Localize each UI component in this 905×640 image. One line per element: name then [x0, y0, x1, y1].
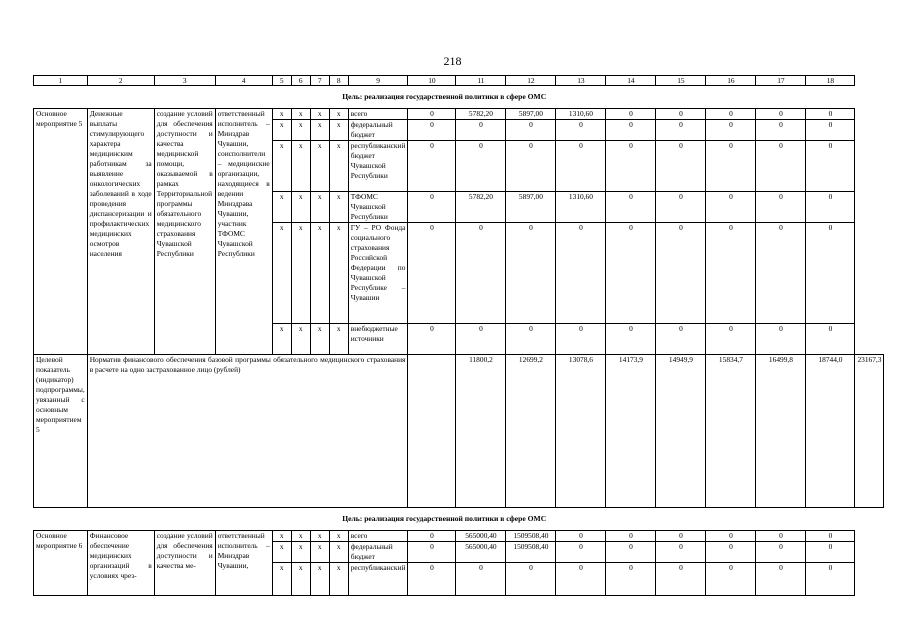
- page-number: 218: [443, 54, 462, 68]
- budget-code: x: [272, 120, 291, 141]
- funding-source: федеральный бюджет: [348, 542, 408, 563]
- budget-code: x: [291, 531, 310, 542]
- indicator-label: Целевой показатель (индикатор) подпрограммы, увязанный с основным мероприятием 5: [34, 355, 88, 508]
- funding-value: 0: [606, 563, 656, 596]
- budget-code: x: [310, 563, 329, 596]
- header-row: [34, 76, 884, 86]
- funding-value: 0: [408, 542, 456, 563]
- funding-value: 1310,60: [556, 192, 606, 223]
- goal-row: [34, 508, 884, 531]
- event-description: Финансовое обеспечение медицинских организаций в условиях чрез-: [87, 531, 154, 596]
- funding-value: 0: [606, 223, 656, 324]
- funding-value: 0: [756, 141, 806, 192]
- funding-value: 0: [656, 109, 706, 120]
- funding-value: 0: [556, 531, 606, 542]
- budget-code: x: [291, 324, 310, 355]
- funding-value: 0: [806, 192, 855, 223]
- funding-value: 0: [408, 109, 456, 120]
- funding-value: 0: [556, 324, 606, 355]
- funding-value: 0: [606, 324, 656, 355]
- indicator-value: 14949,9: [656, 355, 706, 508]
- funding-value: 0: [456, 223, 506, 324]
- funding-value: 0: [556, 141, 606, 192]
- column-number: 11: [456, 76, 506, 86]
- indicator-value: 13078,6: [556, 355, 606, 508]
- table-row: [34, 109, 884, 120]
- indicator-value: 18744,0: [806, 355, 855, 508]
- funding-value: 5897,00: [506, 192, 556, 223]
- funding-value: 0: [506, 223, 556, 324]
- funding-source: федеральный бюджет: [348, 120, 408, 141]
- funding-value: 0: [456, 563, 506, 596]
- event-purpose: создание условий для обеспечения доступности и качества ме-: [154, 531, 215, 596]
- funding-value: 0: [456, 324, 506, 355]
- funding-value: 0: [556, 120, 606, 141]
- column-number: 6: [291, 76, 310, 86]
- budget-code: x: [291, 141, 310, 192]
- funding-value: 0: [756, 563, 806, 596]
- funding-value: 0: [656, 120, 706, 141]
- event-responsible: ответственный исполнитель – Минздрав Чувашии,: [215, 531, 272, 596]
- funding-value: 0: [806, 141, 855, 192]
- budget-code: x: [272, 109, 291, 120]
- budget-code: x: [272, 223, 291, 324]
- event-name: Основное мероприятие 6: [34, 531, 88, 596]
- funding-value: 0: [408, 563, 456, 596]
- funding-value: 0: [806, 109, 855, 120]
- funding-source: внебюджетные источники: [348, 324, 408, 355]
- budget-code: x: [272, 542, 291, 563]
- budget-code: x: [272, 192, 291, 223]
- funding-value: 0: [706, 542, 756, 563]
- goal-row: [34, 86, 884, 109]
- column-number: 4: [215, 76, 272, 86]
- budget-code: x: [291, 223, 310, 324]
- funding-value: 0: [706, 563, 756, 596]
- budget-code: x: [329, 531, 348, 542]
- budget-code: x: [310, 109, 329, 120]
- column-number: 7: [310, 76, 329, 86]
- budget-code: x: [329, 120, 348, 141]
- indicator-value: 14173,9: [606, 355, 656, 508]
- column-number: 10: [408, 76, 456, 86]
- indicator-value: 11800,2: [456, 355, 506, 508]
- funding-value: 0: [506, 324, 556, 355]
- budget-code: x: [310, 223, 329, 324]
- funding-value: 0: [756, 542, 806, 563]
- budget-code: x: [329, 324, 348, 355]
- column-number: 16: [706, 76, 756, 86]
- funding-source: республиканский бюджет Чувашской Республики: [348, 141, 408, 192]
- budget-code: x: [329, 141, 348, 192]
- funding-value: 0: [606, 109, 656, 120]
- funding-value: 0: [606, 531, 656, 542]
- funding-value: 0: [408, 192, 456, 223]
- funding-value: 0: [506, 563, 556, 596]
- goal-text: Цель: реализация государственной политики в сфере ОМС: [34, 86, 855, 109]
- budget-code: x: [310, 141, 329, 192]
- funding-value: 0: [706, 324, 756, 355]
- funding-value: 0: [408, 223, 456, 324]
- column-number: 5: [272, 76, 291, 86]
- budget-code: x: [329, 563, 348, 596]
- funding-value: 0: [656, 542, 706, 563]
- indicator-row: [34, 355, 884, 508]
- budget-code: x: [310, 542, 329, 563]
- goal-text: Цель: реализация государственной политики в сфере ОМС: [34, 508, 855, 531]
- funding-value: 0: [408, 531, 456, 542]
- funding-value: 0: [656, 192, 706, 223]
- funding-source: ТФОМС Чувашской Республики: [348, 192, 408, 223]
- column-number: 1: [34, 76, 88, 86]
- funding-value: 0: [456, 120, 506, 141]
- budget-code: x: [310, 192, 329, 223]
- funding-value: 0: [706, 223, 756, 324]
- program-table: [33, 75, 884, 596]
- event-responsible: ответственный исполнитель – Минздрав Чувашии, соисполнители – медицинские организации, находящиеся в ведении Минздрава Чувашии, участник ТФОМС Чувашской Республики: [215, 109, 272, 355]
- funding-value: 0: [456, 141, 506, 192]
- funding-value: 0: [806, 531, 855, 542]
- budget-code: x: [291, 109, 310, 120]
- budget-code: x: [291, 542, 310, 563]
- funding-source: ГУ – РО Фонда социального страхования Российской Федерации по Чувашской Республике – Чувашии: [348, 223, 408, 324]
- funding-value: 0: [656, 223, 706, 324]
- funding-value: 0: [506, 120, 556, 141]
- funding-value: 0: [806, 324, 855, 355]
- funding-value: 5897,00: [506, 109, 556, 120]
- funding-value: 0: [806, 120, 855, 141]
- funding-value: 0: [656, 141, 706, 192]
- funding-value: 0: [756, 120, 806, 141]
- funding-value: 0: [806, 223, 855, 324]
- funding-value: 0: [706, 120, 756, 141]
- funding-value: 0: [606, 141, 656, 192]
- funding-value: 565000,40: [456, 531, 506, 542]
- column-number: 13: [556, 76, 606, 86]
- funding-value: 0: [706, 531, 756, 542]
- budget-code: x: [329, 223, 348, 324]
- funding-value: 0: [756, 324, 806, 355]
- funding-value: 0: [656, 563, 706, 596]
- funding-value: 0: [556, 563, 606, 596]
- funding-value: 0: [408, 120, 456, 141]
- column-number: 15: [656, 76, 706, 86]
- event-description: Денежные выплаты стимулирующего характера медицинским работникам за выявление онкологических заболеваний в ходе проведения диспансеризации и профилактических медицинских осмотров населения: [87, 109, 154, 355]
- column-number: 17: [756, 76, 806, 86]
- funding-value: 0: [606, 120, 656, 141]
- funding-value: 0: [606, 542, 656, 563]
- funding-value: 0: [556, 223, 606, 324]
- budget-code: x: [291, 563, 310, 596]
- event-purpose: создание условий для обеспечения доступности и качества медицинской помощи, оказываемой в рамках Территориальной программы обязательного медицинского страхования Чувашской Республики: [154, 109, 215, 355]
- funding-value: 0: [756, 531, 806, 542]
- funding-value: 0: [806, 542, 855, 563]
- funding-value: 0: [556, 542, 606, 563]
- funding-value: 0: [656, 531, 706, 542]
- budget-code: x: [272, 324, 291, 355]
- indicator-value: 23167,3: [855, 355, 884, 508]
- budget-code: x: [272, 141, 291, 192]
- column-number: 2: [87, 76, 154, 86]
- funding-value: 565000,40: [456, 542, 506, 563]
- budget-code: x: [272, 563, 291, 596]
- column-number: 12: [506, 76, 556, 86]
- funding-value: 0: [506, 141, 556, 192]
- column-number: 9: [348, 76, 408, 86]
- column-number: 18: [806, 76, 855, 86]
- funding-value: 0: [606, 192, 656, 223]
- funding-value: 1310,60: [556, 109, 606, 120]
- funding-value: 0: [408, 141, 456, 192]
- table-row: [34, 531, 884, 542]
- budget-code: x: [329, 192, 348, 223]
- budget-code: x: [310, 531, 329, 542]
- funding-source: всего: [348, 531, 408, 542]
- budget-code: x: [310, 120, 329, 141]
- funding-value: 5782,20: [456, 192, 506, 223]
- budget-code: x: [291, 120, 310, 141]
- funding-value: 0: [706, 141, 756, 192]
- funding-value: 1509508,40: [506, 531, 556, 542]
- funding-value: 5782,20: [456, 109, 506, 120]
- event-name: Основное мероприятие 5: [34, 109, 88, 355]
- funding-value: 0: [706, 192, 756, 223]
- indicator-value: 12699,2: [506, 355, 556, 508]
- column-number: 14: [606, 76, 656, 86]
- empty-cell: [408, 355, 456, 508]
- funding-value: 0: [408, 324, 456, 355]
- indicator-text: Норматив финансового обеспечения базовой программы обязательного медицинского страхования в расчете на одно застрахованное лицо (рублей): [87, 355, 408, 508]
- budget-code: x: [329, 109, 348, 120]
- funding-source: республиканский: [348, 563, 408, 596]
- budget-code: x: [310, 324, 329, 355]
- funding-value: 0: [756, 109, 806, 120]
- budget-code: x: [291, 192, 310, 223]
- funding-value: 0: [706, 109, 756, 120]
- budget-code: x: [329, 542, 348, 563]
- funding-value: 0: [756, 223, 806, 324]
- column-number: 8: [329, 76, 348, 86]
- indicator-value: 15834,7: [706, 355, 756, 508]
- funding-value: 0: [656, 324, 706, 355]
- funding-source: всего: [348, 109, 408, 120]
- funding-value: 1509508,40: [506, 542, 556, 563]
- budget-code: x: [272, 531, 291, 542]
- column-number: 3: [154, 76, 215, 86]
- funding-value: 0: [806, 563, 855, 596]
- funding-value: 0: [756, 192, 806, 223]
- indicator-value: 16499,8: [756, 355, 806, 508]
